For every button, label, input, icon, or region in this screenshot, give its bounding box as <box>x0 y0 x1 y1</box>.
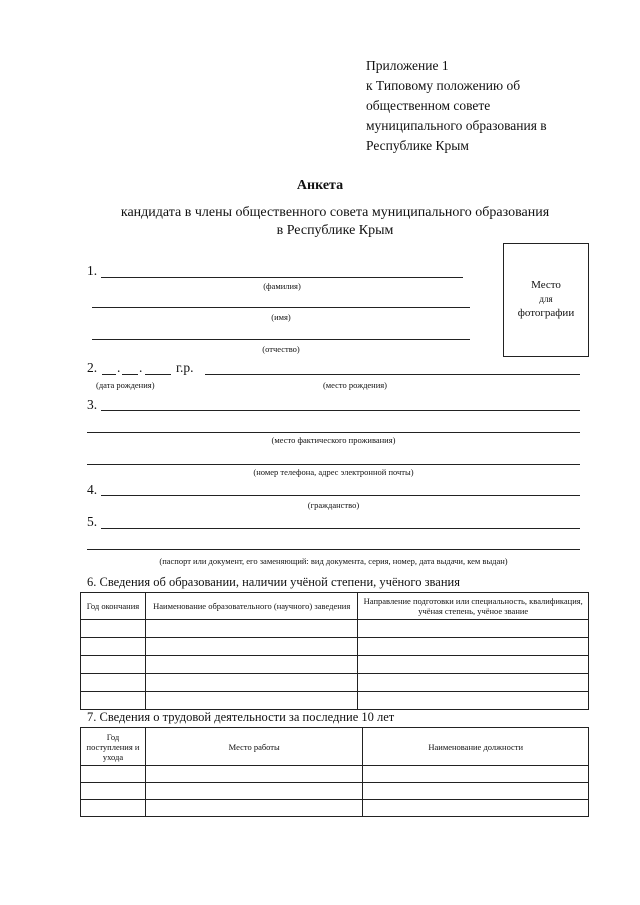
table-row <box>81 638 589 656</box>
photo-placeholder <box>503 243 589 357</box>
patronymic-input-line[interactable] <box>92 339 470 340</box>
field-number-3: 3. <box>87 397 98 412</box>
birth-day-line[interactable] <box>102 374 116 375</box>
table-cell[interactable] <box>145 638 358 656</box>
table-cell[interactable] <box>145 674 358 692</box>
photo-label: для <box>539 294 553 304</box>
table-cell[interactable] <box>363 783 589 800</box>
appendix-line: Республике Крым <box>366 138 469 153</box>
photo-label: фотографии <box>517 307 575 319</box>
section-7-title: 7. Сведения о трудовой деятельности за последние 10 лет <box>87 710 395 724</box>
employment-table <box>80 727 589 817</box>
table-header: Наименование должности <box>363 728 589 766</box>
table-cell[interactable] <box>145 766 362 783</box>
table-row <box>81 800 589 817</box>
patronymic-caption: (отчество) <box>262 344 300 354</box>
table-cell[interactable] <box>358 692 589 710</box>
table-cell[interactable] <box>81 656 146 674</box>
passport-line-2[interactable] <box>87 549 580 550</box>
field-number-2: 2. <box>87 360 98 375</box>
table-cell[interactable] <box>358 620 589 638</box>
table-row <box>81 783 589 800</box>
section-6-title: 6. Сведения об образовании, наличии учёной степени, учёного звания <box>87 575 460 589</box>
table-cell[interactable] <box>81 800 146 817</box>
date-separator: . <box>139 360 143 375</box>
citizenship-caption: (гражданство) <box>307 500 360 510</box>
surname-input-line[interactable] <box>101 277 463 278</box>
table-row <box>81 620 589 638</box>
appendix-line: общественном совете <box>366 98 491 113</box>
table-row <box>81 656 589 674</box>
field-number-5: 5. <box>87 514 98 529</box>
residence-line-2[interactable] <box>87 432 580 433</box>
form-subtitle <box>60 204 610 240</box>
date-separator: . <box>117 360 121 375</box>
citizenship-line[interactable] <box>101 495 580 496</box>
table-cell[interactable] <box>363 766 589 783</box>
table-row <box>81 766 589 783</box>
passport-line-1[interactable] <box>101 528 580 529</box>
education-table <box>80 592 589 710</box>
table-row <box>81 674 589 692</box>
table-cell[interactable] <box>81 638 146 656</box>
form-title: Анкета <box>296 178 344 193</box>
table-cell[interactable] <box>81 674 146 692</box>
table-header: Направление подготовки или специальность, квалификация, учёная степень, учёное звание <box>358 593 589 620</box>
subtitle-line: кандидата в члены общественного совета муниципального образования <box>120 205 550 220</box>
year-suffix: г.р. <box>176 360 194 375</box>
field-number-1: 1. <box>87 263 98 278</box>
table-header: Наименование образовательного (научного) заведения <box>145 593 358 620</box>
table-header: Год поступления и ухода <box>81 728 146 766</box>
birth-place-line[interactable] <box>205 374 580 375</box>
table-cell[interactable] <box>81 692 146 710</box>
table-cell[interactable] <box>81 620 146 638</box>
appendix-block <box>366 56 616 156</box>
birth-place-caption: (место рождения) <box>322 380 388 390</box>
name-input-line[interactable] <box>92 307 470 308</box>
table-cell[interactable] <box>363 800 589 817</box>
table-header: Место работы <box>145 728 362 766</box>
photo-label: Место <box>531 279 561 291</box>
appendix-line: Приложение 1 <box>366 58 449 73</box>
subtitle-line: в Республике Крым <box>276 223 394 238</box>
table-cell[interactable] <box>145 656 358 674</box>
contacts-line[interactable] <box>87 464 580 465</box>
birth-year-line[interactable] <box>145 374 171 375</box>
field-number-4: 4. <box>87 482 98 497</box>
surname-caption: (фамилия) <box>263 281 301 291</box>
residence-caption: (место фактического проживания) <box>271 435 396 445</box>
table-cell[interactable] <box>145 692 358 710</box>
table-row <box>81 692 589 710</box>
passport-caption: (паспорт или документ, его заменяющий: вид документа, серия, номер, дата выдачи, кем выдан) <box>159 556 508 566</box>
table-cell[interactable] <box>358 674 589 692</box>
table-cell[interactable] <box>358 638 589 656</box>
table-cell[interactable] <box>81 783 146 800</box>
birth-month-line[interactable] <box>122 374 138 375</box>
birth-date-caption: (дата рождения) <box>96 380 155 390</box>
appendix-line: к Типовому положению об <box>366 78 521 93</box>
appendix-line: муниципального образования в <box>366 118 547 133</box>
table-cell[interactable] <box>358 656 589 674</box>
table-cell[interactable] <box>145 620 358 638</box>
table-cell[interactable] <box>145 783 362 800</box>
table-cell[interactable] <box>81 766 146 783</box>
residence-line-1[interactable] <box>101 410 580 411</box>
contacts-caption: (номер телефона, адрес электронной почты) <box>253 467 414 477</box>
table-header: Год окончания <box>81 593 146 620</box>
name-caption: (имя) <box>271 312 291 322</box>
table-cell[interactable] <box>145 800 362 817</box>
